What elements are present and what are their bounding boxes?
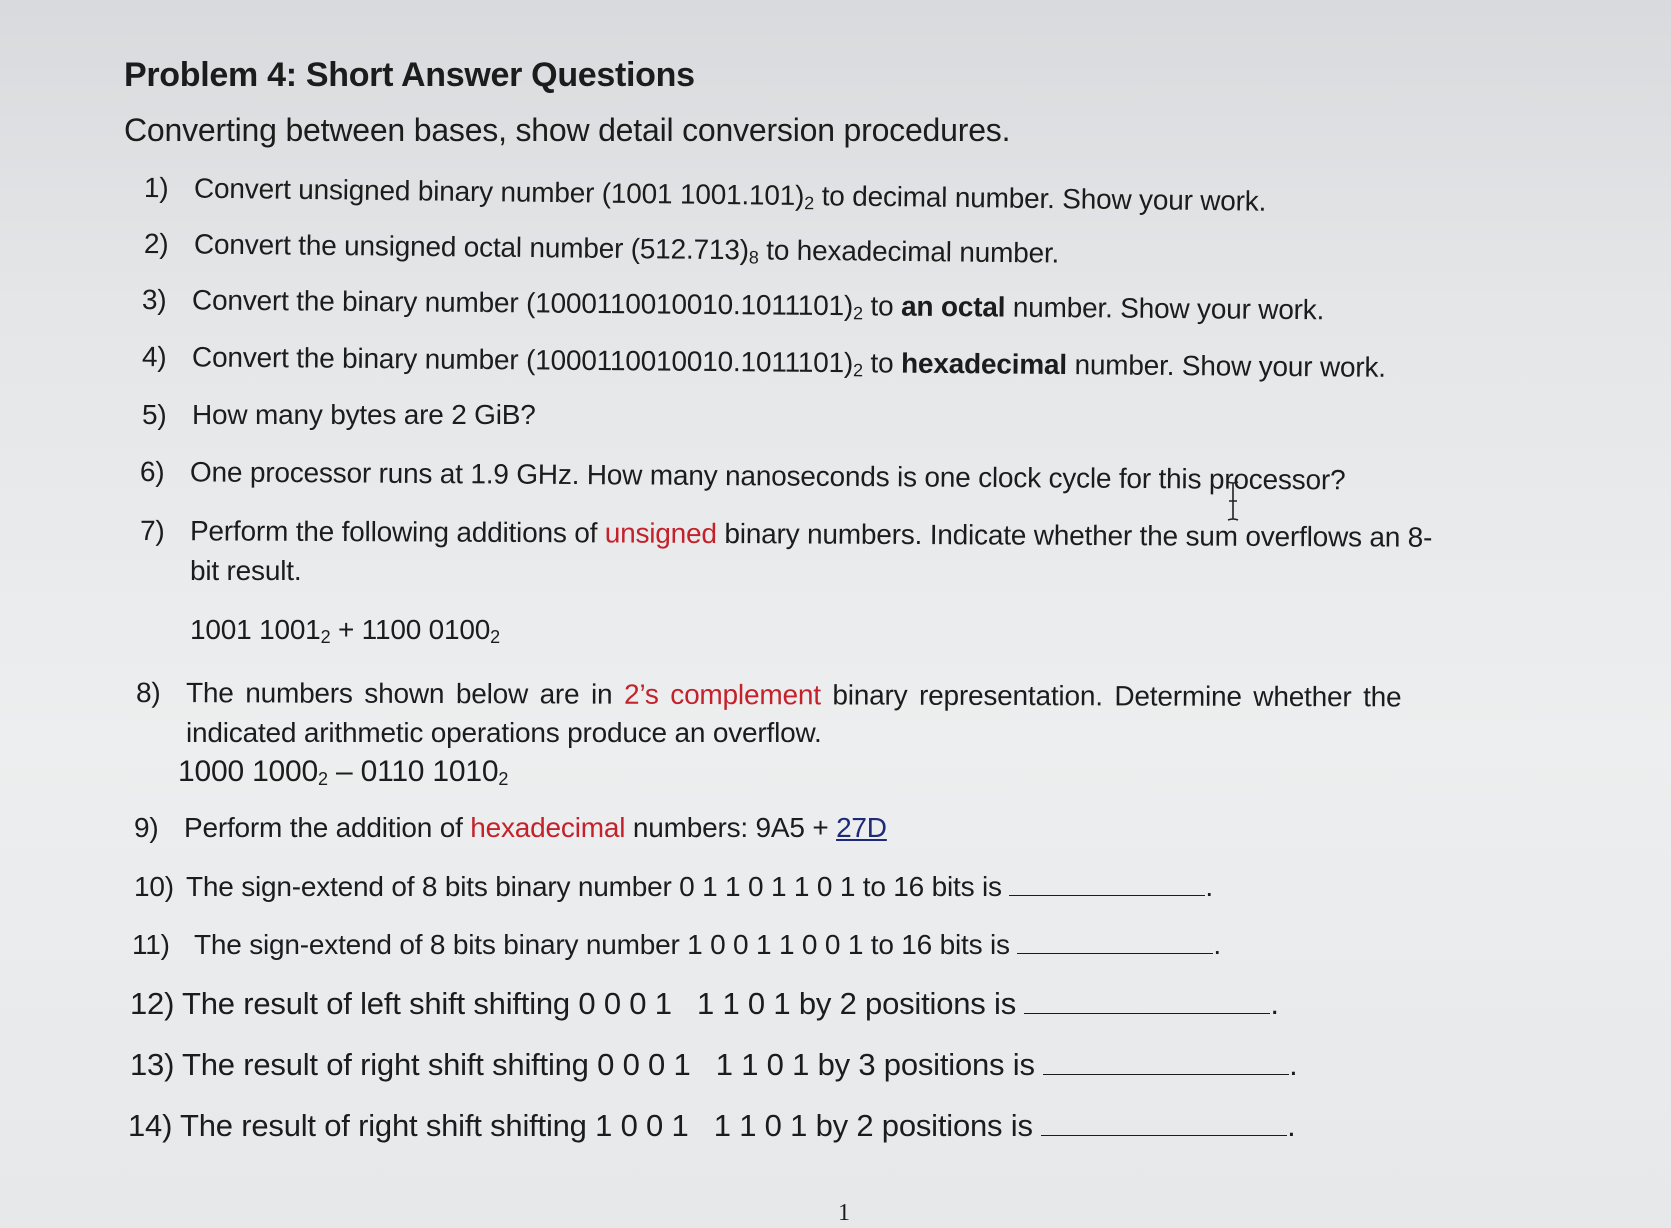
question-8-line-2: indicated arithmetic operations produce an overflow. xyxy=(186,717,822,748)
question-4: 4) Convert the binary number $(1000110010010.1011101)_2$ to hexadecimal number. Show your work. xyxy=(141,341,1386,383)
question-9: 9) Perform the addition of hexadecimal numbers: 9A5 + 27D xyxy=(134,812,887,843)
question-number: 2) xyxy=(143,228,169,260)
question-number: 4) xyxy=(141,341,167,373)
question-number: 5) xyxy=(142,399,167,430)
question-11: 11) The sign-extend of 8 bits binary number 1 0 0 1 1 0 0 1 to 16 bits is . xyxy=(132,929,1221,960)
question-14: 14) The result of right shift shifting 1 0 0 1 1 1 0 1 by 2 positions is . xyxy=(128,1108,1296,1143)
question-2: 2) Convert the unsigned octal number $(512.713)_8$ to hexadecimal number. xyxy=(143,228,1060,269)
answer-blank[interactable] xyxy=(1041,1113,1287,1136)
question-7-expression: 1001 $1001_2 + 1100$ $0100_2$ xyxy=(190,614,500,647)
answer-blank[interactable] xyxy=(1017,931,1213,954)
question-number: 14) xyxy=(128,1108,173,1143)
question-1: 1) Convert unsigned binary number (1001 $1001.101)_2$ to decimal number. Show your work. xyxy=(143,172,1267,217)
question-8: 8) The numbers shown below are in 2’s complement binary representation. Determine whether the xyxy=(135,677,1402,713)
page-title: Problem 4: Short Answer Questions xyxy=(124,56,695,94)
answer-blank[interactable] xyxy=(1009,873,1205,896)
answer-blank[interactable] xyxy=(1043,1052,1289,1075)
page-number: 1 xyxy=(838,1200,850,1226)
question-number: 6) xyxy=(139,456,165,488)
question-8-expression: 1000 $1000_2 - 0110$ $1010_2$ xyxy=(178,755,509,789)
question-10: 10) The sign-extend of 8 bits binary number 0 1 1 0 1 1 0 1 to 16 bits is . xyxy=(134,871,1213,902)
question-number: 3) xyxy=(141,284,167,316)
question-7: 7) Perform the following additions of unsigned binary numbers. Indicate whether the sum overflows an 8- xyxy=(139,515,1433,553)
question-number: 7) xyxy=(139,515,165,547)
question-number: 9) xyxy=(134,812,159,843)
question-6: 6) One processor runs at 1.9 GHz. How many nanoseconds is one clock cycle for this processor? xyxy=(139,456,1346,496)
question-number: 8) xyxy=(135,677,161,709)
question-7-line-2: bit result. xyxy=(190,555,302,586)
question-number: 11) xyxy=(132,929,170,960)
answer-blank[interactable] xyxy=(1024,991,1270,1014)
question-12: 12) The result of left shift shifting 0 0 0 1 1 1 0 1 by 2 positions is . xyxy=(130,986,1279,1021)
question-number: 13) xyxy=(130,1047,175,1082)
question-13: 13) The result of right shift shifting 0 0 0 1 1 1 0 1 by 3 positions is . xyxy=(130,1047,1298,1082)
question-number: 12) xyxy=(130,986,175,1021)
question-number: 1) xyxy=(143,172,169,204)
question-number: 10) xyxy=(134,871,174,902)
page-subtitle: Converting between bases, show detail conversion procedures. xyxy=(124,112,1011,148)
question-5: 5) How many bytes are 2 GiB? xyxy=(142,399,536,430)
hex-27d-link[interactable]: 27D xyxy=(836,812,887,843)
text-cursor-icon xyxy=(1226,480,1240,522)
question-3: 3) Convert the binary number $(1000110010010.1011101)_2$ to an octal number. Show your work. xyxy=(141,284,1325,326)
